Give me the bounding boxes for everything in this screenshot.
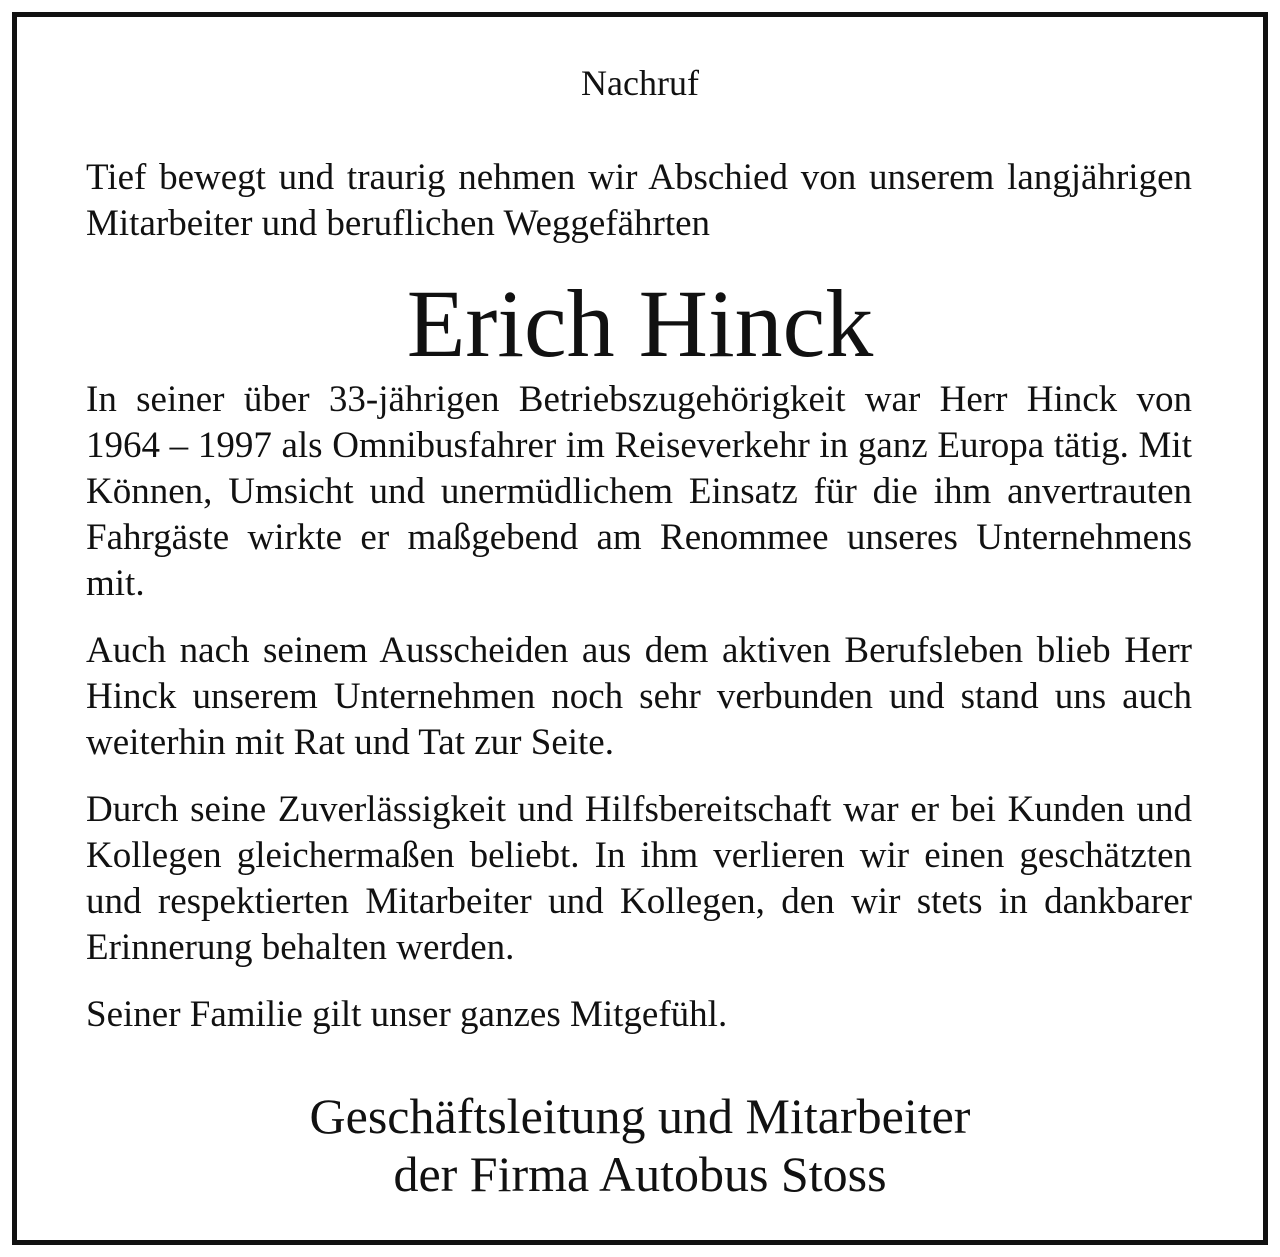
notice-body: [86, 377, 1192, 1038]
signature-line-1: Geschäftsleitung und Mitarbeiter: [309, 1088, 971, 1144]
paragraph-career: In seiner über 33-jährigen Betriebszugehörigkeit war Herr Hinck von 1964 – 1997 als Omnibusfahrer im Reiseverkehr in ganz Europa tätig. Mit Können, Umsicht und unermüdlichem Einsatz für die ihm anvertrauten Fahrgäste wirkte er maßgebend am Renommee unseres Unternehmens mit.: [86, 379, 1192, 604]
paragraph-tribute: Durch seine Zuverlässigkeit und Hilfsbereitschaft war er bei Kunden und Kollegen gleichermaßen beliebt. In ihm verlieren wir einen geschätzten und respektierten Mitarbeiter und Kollegen, den wir stets in dankbarer Erinnerung behalten werden.: [86, 789, 1192, 968]
closing-line: Seiner Familie gilt unser ganzes Mitgefühl.: [86, 994, 728, 1035]
obituary-notice: [12, 12, 1268, 1245]
paragraph-retirement: Auch nach seinem Ausscheiden aus dem aktiven Berufsleben blieb Herr Hinck unserem Unternehmen noch sehr verbunden und stand uns auch weiterhin mit Rat und Tat zur Seite.: [86, 630, 1192, 763]
notice-heading: Nachruf: [581, 63, 699, 103]
intro-text: Tief bewegt und traurig nehmen wir Abschied von unserem langjährigen Mitarbeiter und beruflichen Weggefährten: [86, 157, 1192, 244]
signature-block: [17, 1087, 1263, 1203]
signature-line-2: der Firma Autobus Stoss: [393, 1146, 887, 1202]
deceased-name: Erich Hinck: [406, 270, 874, 377]
